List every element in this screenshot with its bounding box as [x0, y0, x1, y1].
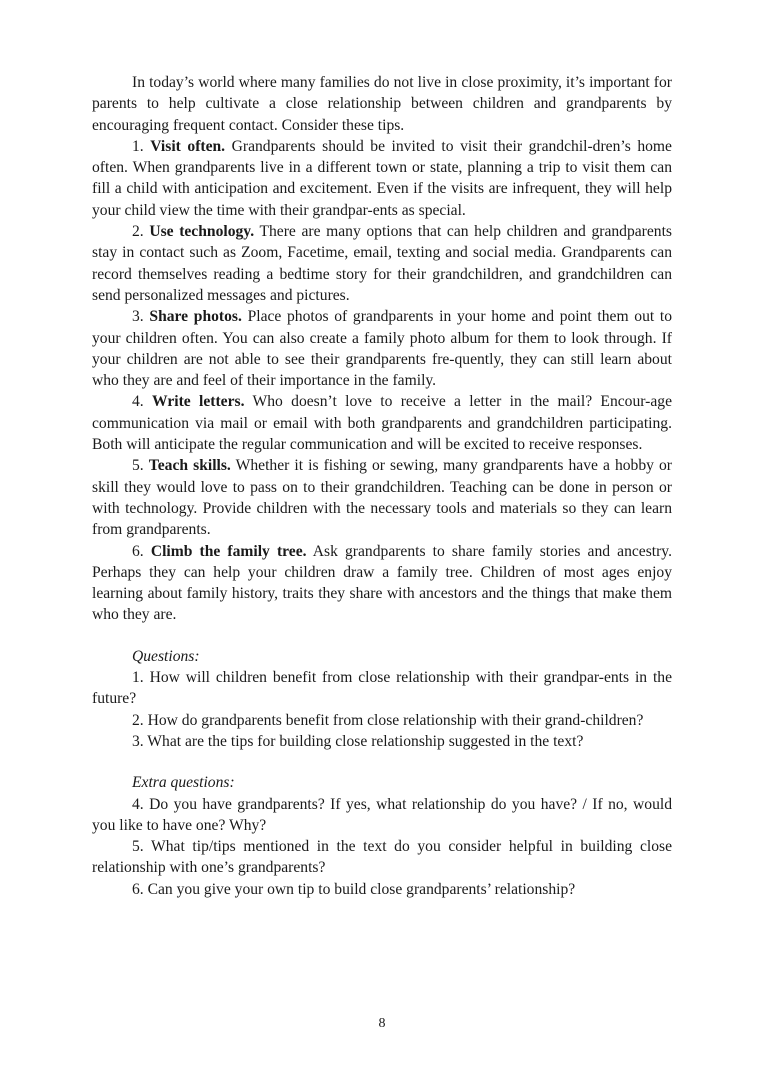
- page-number: 8: [378, 1016, 386, 1031]
- tip-number: 1.: [132, 137, 144, 155]
- tip-number: 2.: [132, 223, 144, 241]
- tip-title: Teach skills.: [148, 457, 231, 475]
- tip-paragraph: [92, 306, 672, 391]
- tip-paragraph: [92, 136, 672, 221]
- tip-text: Whether it is fishing or sewing, many grandparents have a hobby or skill they would love to pass on to their grandchildren. Teaching can be done in person or with technology. Provide children with the necessary tools and materials so they can learn from grandparents.: [92, 457, 673, 539]
- extra-questions-heading: Extra questions:: [132, 774, 235, 792]
- questions-heading: Questions:: [132, 647, 200, 665]
- tip-title: Share photos.: [149, 308, 242, 326]
- tip-title: Climb the family tree.: [150, 542, 307, 560]
- extra-question-item: 5. What tip/tips mentioned in the text do you consider helpful in building close relationship with one’s grandparents?: [92, 838, 672, 877]
- tip-text: Grandparents should be invited to visit their grandchil-dren’s home often. When grandparents live in a different town or state, planning a trip to visit them can fill a child with anticipation and excitement. Even if the visits are infrequent, they will help your child view the time with their grandpar-ents as special.: [92, 137, 672, 219]
- intro-paragraph: In today’s world where many families do not live in close proximity, it’s important for parents to help cultivate a close relationship between children and grandparents by encouraging frequent contact. Consider these tips.: [92, 74, 672, 134]
- tip-title: Visit often.: [150, 137, 226, 155]
- tip-title: Write letters.: [152, 393, 245, 411]
- tip-paragraph: [92, 541, 672, 626]
- section-gap: [92, 626, 672, 646]
- question-item: 3. What are the tips for building close relationship suggested in the text?: [132, 732, 584, 750]
- tip-text: Who doesn’t love to receive a letter in the mail? Encour-age communication via mail or email with both grandparents and grandchildren participating. Both will anticipate the regular communication and will be excited to receive responses.: [92, 393, 672, 454]
- tip-paragraph: [92, 455, 672, 540]
- tip-text: Ask grandparents to share family stories and ancestry. Perhaps they can help your children draw a family tree. Children of most ages enjoy learning about family history, traits they share with ancestors and the things that make them who they are.: [92, 542, 672, 624]
- tip-number: 6.: [132, 542, 144, 560]
- tip-number: 3.: [132, 308, 144, 326]
- tip-number: 4.: [132, 393, 144, 411]
- question-item: 2. How do grandparents benefit from close relationship with their grand-children?: [132, 711, 644, 729]
- document-body: [92, 72, 672, 900]
- extra-question-item: 4. Do you have grandparents? If yes, what relationship do you have? / If no, would you like to have one? Why?: [92, 795, 672, 834]
- question-item: 1. How will children benefit from close relationship with their grandpar-ents in the future?: [92, 669, 672, 708]
- tip-text: There are many options that can help children and grandparents stay in contact such as Zoom, Facetime, email, texting and social media. Grandparents can record themselves reading a bedtime story for their grandchildren, and grandchildren can send personalized messages and pictures.: [92, 223, 672, 304]
- tip-number: 5.: [132, 457, 144, 475]
- section-gap: [92, 752, 672, 772]
- tip-paragraph: [92, 391, 672, 455]
- extra-question-item: 6. Can you give your own tip to build close grandparents’ relationship?: [132, 880, 576, 898]
- tip-text: Place photos of grandparents in your home and point them out to your children often. You can also create a family photo album for them to look through. If your children are not able to see their grandparents fre-quently, they can still learn about who they are and feel of their importance in the family.: [92, 308, 673, 390]
- tip-title: Use technology.: [149, 223, 255, 241]
- tip-paragraph: [92, 221, 672, 306]
